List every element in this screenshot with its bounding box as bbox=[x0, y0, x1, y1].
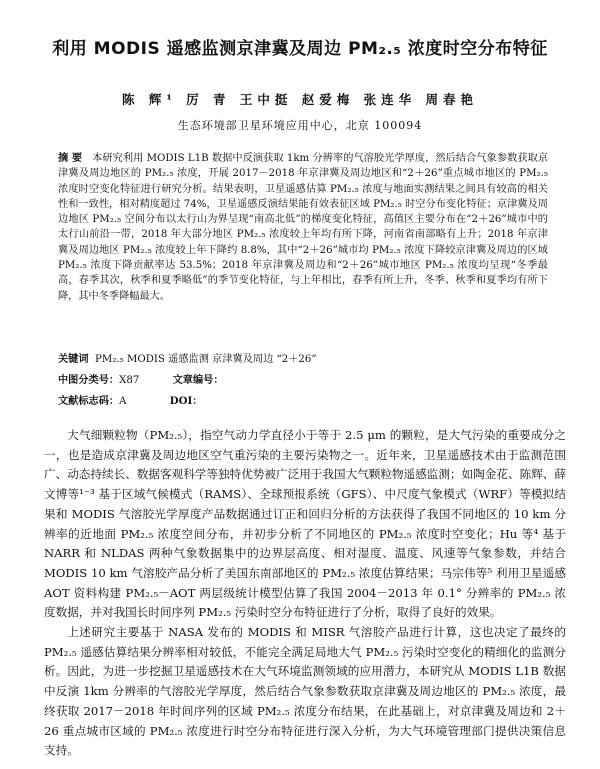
article-number-label: 文章编号： bbox=[172, 374, 224, 386]
body-paragraph-1: 大气细颗粒物（PM₂.₅），指空气动力学直径小于等于 2.5 μm 的颗粒，是大气污染的重要成分之一，也是造成京津冀及周边地区空气重污染的主要污染物之一。近年来，卫星遥感技术由于监测范围广、动态持续长、数据客观科学等独特优势被广泛用于我国大气颗粒物遥感监测；如陶金花、陈辉、薛文博等¹⁻³ 基于区域气候模式（RAMS）、全球预报系统（GFS）、中尺度气象模式（WRF）等模拟结果和 MODIS 气溶胶光学厚度产品数据通过订正和回归分析的方法获得了我国不同地区的 10 km 分辨率的近地面 PM₂.₅ 浓度空间分布，并初步分析了不同地区的 PM₂.₅ 浓度时空变化；Hu 等⁴ 基于 NARR 和 NLDAS 两种气象数据集中的边界层高度、相对湿度、温度、风速等气象参数，并结合 MODIS 10 km 气溶胶产品分析了美国东南部地区的 PM₂.₅ 浓度估算结果；马宗伟等⁵ 利用卫星遥感 AOT 资料构建 PM₂.₅－AOT 两层级统计模型估算了我国 2004－2013 年 0.1° 分辨率的 PM₂.₅ 浓度数据，并对我国长时间序列 PM₂.₅ 污染时空分布特征进行了分析，取得了良好的效果。 bbox=[44, 428, 566, 620]
doi-label: DOI： bbox=[169, 395, 203, 407]
paper-title: 利用 MODIS 遥感监测京津冀及周边 PM₂.₅ 浓度时空分布特征 bbox=[52, 39, 548, 59]
keywords-line bbox=[58, 352, 317, 367]
keywords-label: 关键词 bbox=[58, 353, 89, 365]
author-list: 陈 辉¹ 厉 青 王中挺 赵爱梅 张连华 周春艳 bbox=[122, 92, 478, 107]
doc-code-line bbox=[58, 394, 202, 409]
keywords-text: PM₂.₅ MODIS 遥感监测 京津冀及周边 “2＋26” bbox=[95, 354, 317, 365]
body-paragraph-2: 上述研究主要基于 NASA 发布的 MODIS 和 MISR 气溶胶产品进行计算，这也决定了最终的 PM₂.₅ 遥感估算结果分辨率相对较低，不能完全满足局地大气 PM₂.₅ 污染时空变化的精细化的监测分析。因此，为进一步挖掘卫星遥感技术在大气环境监测领域的应用潜力，本研究从 MODIS L1B 数据中反演 1km 分辨率的气溶胶光学厚度，然后结合气象参数获取京津冀及周边地区的 PM₂.₅ 浓度，最终获取 2017－2018 年时间序列的区域 PM₂.₅ 浓度分布结果，在此基础上，对京津冀及周边和 2＋26 重点城市区域的 PM₂.₅ 浓度进行时空分布特征进行深入分析，为大气环境管理部门提供决策信息支持。 bbox=[44, 625, 566, 758]
author-affiliation: 生态环境部卫星环境应用中心，北京 100094 bbox=[177, 119, 423, 132]
doc-code-label: 文献标志码： bbox=[58, 395, 120, 407]
abstract-block bbox=[58, 151, 548, 304]
abstract-text: 本研究利用 MODIS L1B 数据中反演获取 1km 分辨率的气溶胶光学厚度，然后结合气象参数获取京津冀及周边地区的 PM₂.₅ 浓度，开展 2017－2018 年京津冀及周边地区和“2＋26”重点城市地区的 PM₂.₅ 浓度时空变化特征进行研究分析。结果表明，卫星遥感估算 PM₂.₅ 浓度与地面实测结果之间具有较高的相关性和一致性，相对精度超过 74%，卫星遥感反演结果能有效表征区域 PM₂.₅ 时空分布变化特征；京津冀及周边地区 PM₂.₅ 空间分布以太行山为界呈现“南高北低”的梯度变化特征，高值区主要分布在“2＋26”城市中的太行山前沿一带，2018 年大部分地区 PM₂.₅ 浓度较上年均有所下降，河南省南部略有上升；2018 年京津冀及周边地区 PM₂.₅ 浓度较上年下降约 8.8%，其中“2＋26”城市均 PM₂.₅ 浓度下降较京津冀及周边的区域 PM₂.₅ 浓度下降贡献率达 53.5%；2018 年京津冀及周边和“2＋26”城市地区 PM₂.₅ 浓度均呈现“冬季最高，春季其次，秋季和夏季略低”的季节变化特征，与上年相比，春季有所上升，冬季、秋季和夏季均有所下降，其中冬季降幅最大。 bbox=[58, 153, 548, 302]
classification-value: X87 bbox=[119, 375, 140, 386]
doc-code-value: A bbox=[119, 396, 127, 407]
abstract-label: 摘 要 bbox=[58, 152, 83, 164]
classification-line bbox=[58, 373, 224, 388]
body-text bbox=[44, 426, 566, 761]
classification-label: 中图分类号： bbox=[58, 374, 120, 386]
